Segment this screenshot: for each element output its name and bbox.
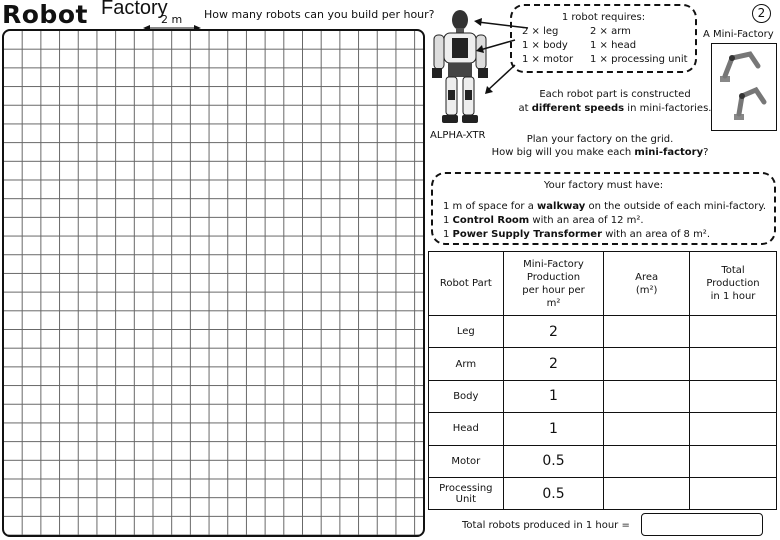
part-name: Leg <box>429 316 504 348</box>
area-cell[interactable] <box>604 348 690 380</box>
area-cell[interactable] <box>604 413 690 445</box>
header-total-production: Total Production in 1 hour <box>690 252 777 316</box>
text: 1 <box>443 215 453 226</box>
header-robot-part: Robot Part <box>429 252 504 316</box>
requirements-box <box>510 4 697 73</box>
text: with an area of 12 m². <box>529 215 644 226</box>
emphasis: Power Supply Transformer <box>452 229 603 240</box>
text: at <box>518 103 532 114</box>
factory-requirements-box <box>431 172 776 245</box>
area-cell[interactable] <box>604 380 690 412</box>
production-table <box>428 251 777 510</box>
mini-factory-illustration <box>711 43 777 131</box>
robot-name: ALPHA-XTR <box>430 130 486 141</box>
text: 1 m of space for a <box>443 201 538 212</box>
must-have-title: Your factory must have: <box>543 180 664 191</box>
header-production-rate: Mini-Factory Production per hour per m² <box>503 252 604 316</box>
area-cell[interactable] <box>604 477 690 509</box>
requirements-title: 1 robot requires: <box>561 12 646 23</box>
part-name: Motor <box>429 445 504 477</box>
req-item: 1 × motor <box>522 54 574 65</box>
part-name: Processing Unit <box>429 477 504 509</box>
req-item: 1 × head <box>590 40 637 51</box>
part-name: Body <box>429 380 504 412</box>
must-have-item <box>443 214 644 228</box>
production-rate: 2 <box>503 348 604 380</box>
text: on the outside of each mini-factory. <box>585 201 767 212</box>
req-item: 2 × leg <box>522 26 559 37</box>
must-have-item <box>443 228 710 242</box>
req-item: 1 × processing unit <box>590 54 688 65</box>
info-line <box>470 146 730 159</box>
table-row <box>429 348 777 380</box>
total-cell[interactable] <box>690 316 777 348</box>
production-rate: 1 <box>503 380 604 412</box>
total-robots-answer-box[interactable] <box>641 513 763 536</box>
planning-grid[interactable] <box>2 29 425 537</box>
main-question: How many robots can you build per hour? <box>204 8 435 21</box>
emphasis: different speeds <box>531 103 625 114</box>
construction-info <box>480 88 750 116</box>
text: How big will you make each <box>491 147 635 158</box>
text: in mini-factories. <box>624 103 712 114</box>
must-have-item <box>443 200 766 214</box>
production-rate: 2 <box>503 316 604 348</box>
part-name: Head <box>429 413 504 445</box>
grid-scale-label: 2 m <box>161 13 183 26</box>
info-line <box>480 102 750 116</box>
emphasis: walkway <box>537 201 586 212</box>
total-cell[interactable] <box>690 348 777 380</box>
total-cell[interactable] <box>690 445 777 477</box>
title-factory: Factory <box>101 0 168 19</box>
req-item: 1 × body <box>522 40 568 51</box>
table-row <box>429 316 777 348</box>
area-cell[interactable] <box>604 445 690 477</box>
production-rate: 0.5 <box>503 477 604 509</box>
table-row <box>429 445 777 477</box>
production-rate: 1 <box>503 413 604 445</box>
text: with an area of 8 m². <box>602 229 710 240</box>
info-line: Plan your factory on the grid. <box>526 134 674 145</box>
production-rate: 0.5 <box>503 445 604 477</box>
table-row <box>429 477 777 509</box>
req-item: 2 × arm <box>590 26 631 37</box>
total-cell[interactable] <box>690 413 777 445</box>
plan-instructions <box>470 133 730 159</box>
text: 1 <box>443 229 453 240</box>
emphasis: Control Room <box>452 215 530 226</box>
part-name: Arm <box>429 348 504 380</box>
header-area: Area (m²) <box>604 252 690 316</box>
total-cell[interactable] <box>690 477 777 509</box>
table-row <box>429 413 777 445</box>
area-cell[interactable] <box>604 316 690 348</box>
emphasis: mini-factory <box>634 147 704 158</box>
info-line: Each robot part is constructed <box>539 89 691 100</box>
total-robots-label: Total robots produced in 1 hour = <box>462 520 630 531</box>
title-robot: Robot <box>2 0 88 29</box>
page-number: 2 <box>752 4 771 23</box>
total-cell[interactable] <box>690 380 777 412</box>
table-row <box>429 380 777 412</box>
text: ? <box>703 147 709 158</box>
mini-factory-label: A Mini-Factory <box>703 29 774 40</box>
